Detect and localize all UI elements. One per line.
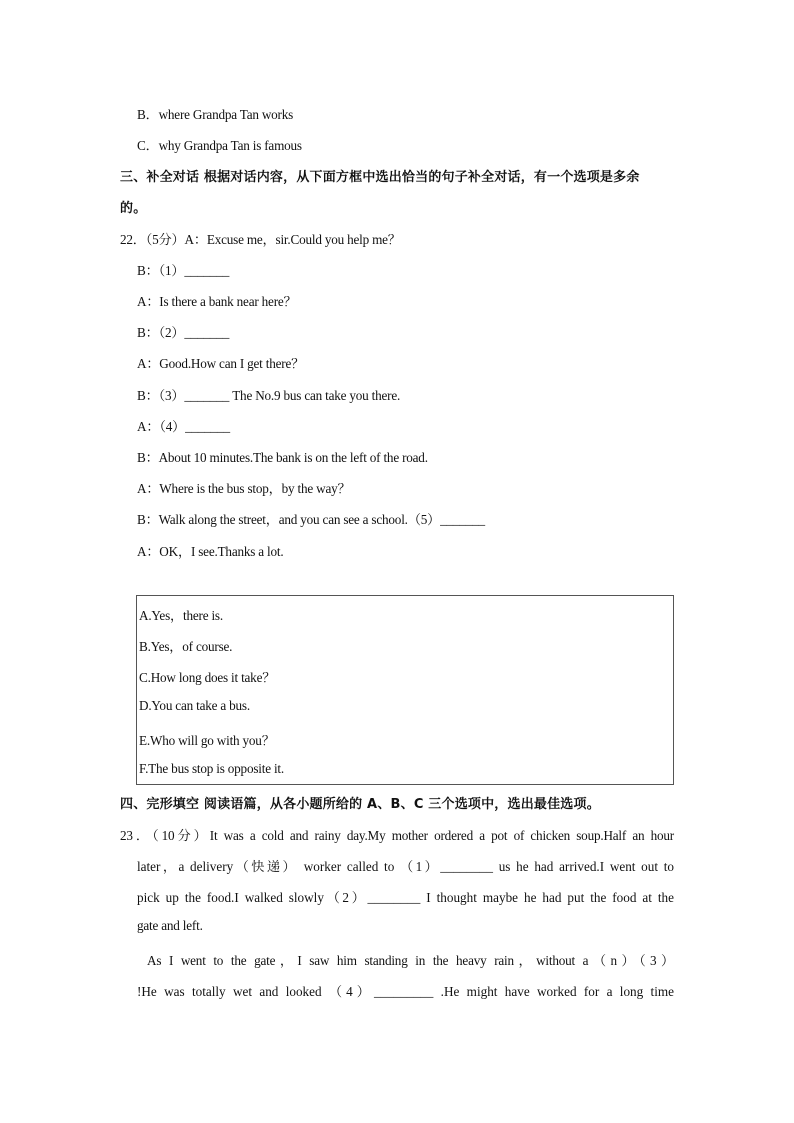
- option-item: A.Yes，there is.: [139, 608, 223, 623]
- option-item: E.Who will go with you？: [139, 733, 275, 748]
- dialogue-line: A：（4）_______: [137, 419, 230, 434]
- q23-line: pick up the food.I walked slowly（2）________ I thought maybe he had put the food at the: [137, 890, 674, 905]
- dialogue-line: A：Is there a bank near here？: [137, 294, 297, 309]
- q22-stem: 22．（5分）A：Excuse me，sir.Could you help me？: [120, 232, 401, 247]
- q23-line: 23．（10分）It was a cold and rainy day.My mother ordered a pot of chicken soup.Half an hour: [120, 828, 674, 843]
- q23-line: gate and left.: [137, 918, 203, 933]
- option-item: C.How long does it take？: [139, 670, 276, 685]
- option-item: F.The bus stop is opposite it.: [139, 761, 284, 776]
- dialogue-line: A：OK，I see.Thanks a lot.: [137, 544, 284, 559]
- dialogue-line: A：Where is the bus stop，by the way？: [137, 481, 351, 496]
- dialogue-line: B：Walk along the street，and you can see a school.（5）_______: [137, 512, 485, 527]
- section4-heading: 四、完形填空 阅读语篇，从各小题所给的 A、B、C 三个选项中，选出最佳选项。: [120, 797, 600, 812]
- dialogue-line: A：Good.How can I get there？: [137, 356, 305, 371]
- q23-line: later，a delivery（快递） worker called to （1）________ us he had arrived.I went out to: [137, 859, 674, 874]
- q21-option-b: B．where Grandpa Tan works: [137, 107, 294, 122]
- option-item: B.Yes，of course.: [139, 639, 233, 654]
- dialogue-line: B：（1）_______: [137, 263, 230, 278]
- section3-heading-cont: 的。: [120, 201, 147, 216]
- dialogue-line: B：（2）_______: [137, 325, 230, 340]
- section3-heading: 三、补全对话 根据对话内容，从下面方框中选出恰当的句子补全对话，有一个选项是多余: [120, 170, 640, 185]
- dialogue-line: B：About 10 minutes.The bank is on the left of the road.: [137, 450, 428, 465]
- option-item: D.You can take a bus.: [139, 698, 250, 713]
- options-box: [136, 595, 674, 785]
- q23-line: !He was totally wet and looked （4）_________ .He might have worked for a long time: [137, 984, 674, 999]
- dialogue-line: B：（3）_______ The No.9 bus can take you there.: [137, 388, 401, 403]
- q23-line: As I went to the gate，I saw him standing in the heavy rain，without a（n）（3）: [147, 953, 674, 968]
- q21-option-c: C．why Grandpa Tan is famous: [137, 138, 302, 153]
